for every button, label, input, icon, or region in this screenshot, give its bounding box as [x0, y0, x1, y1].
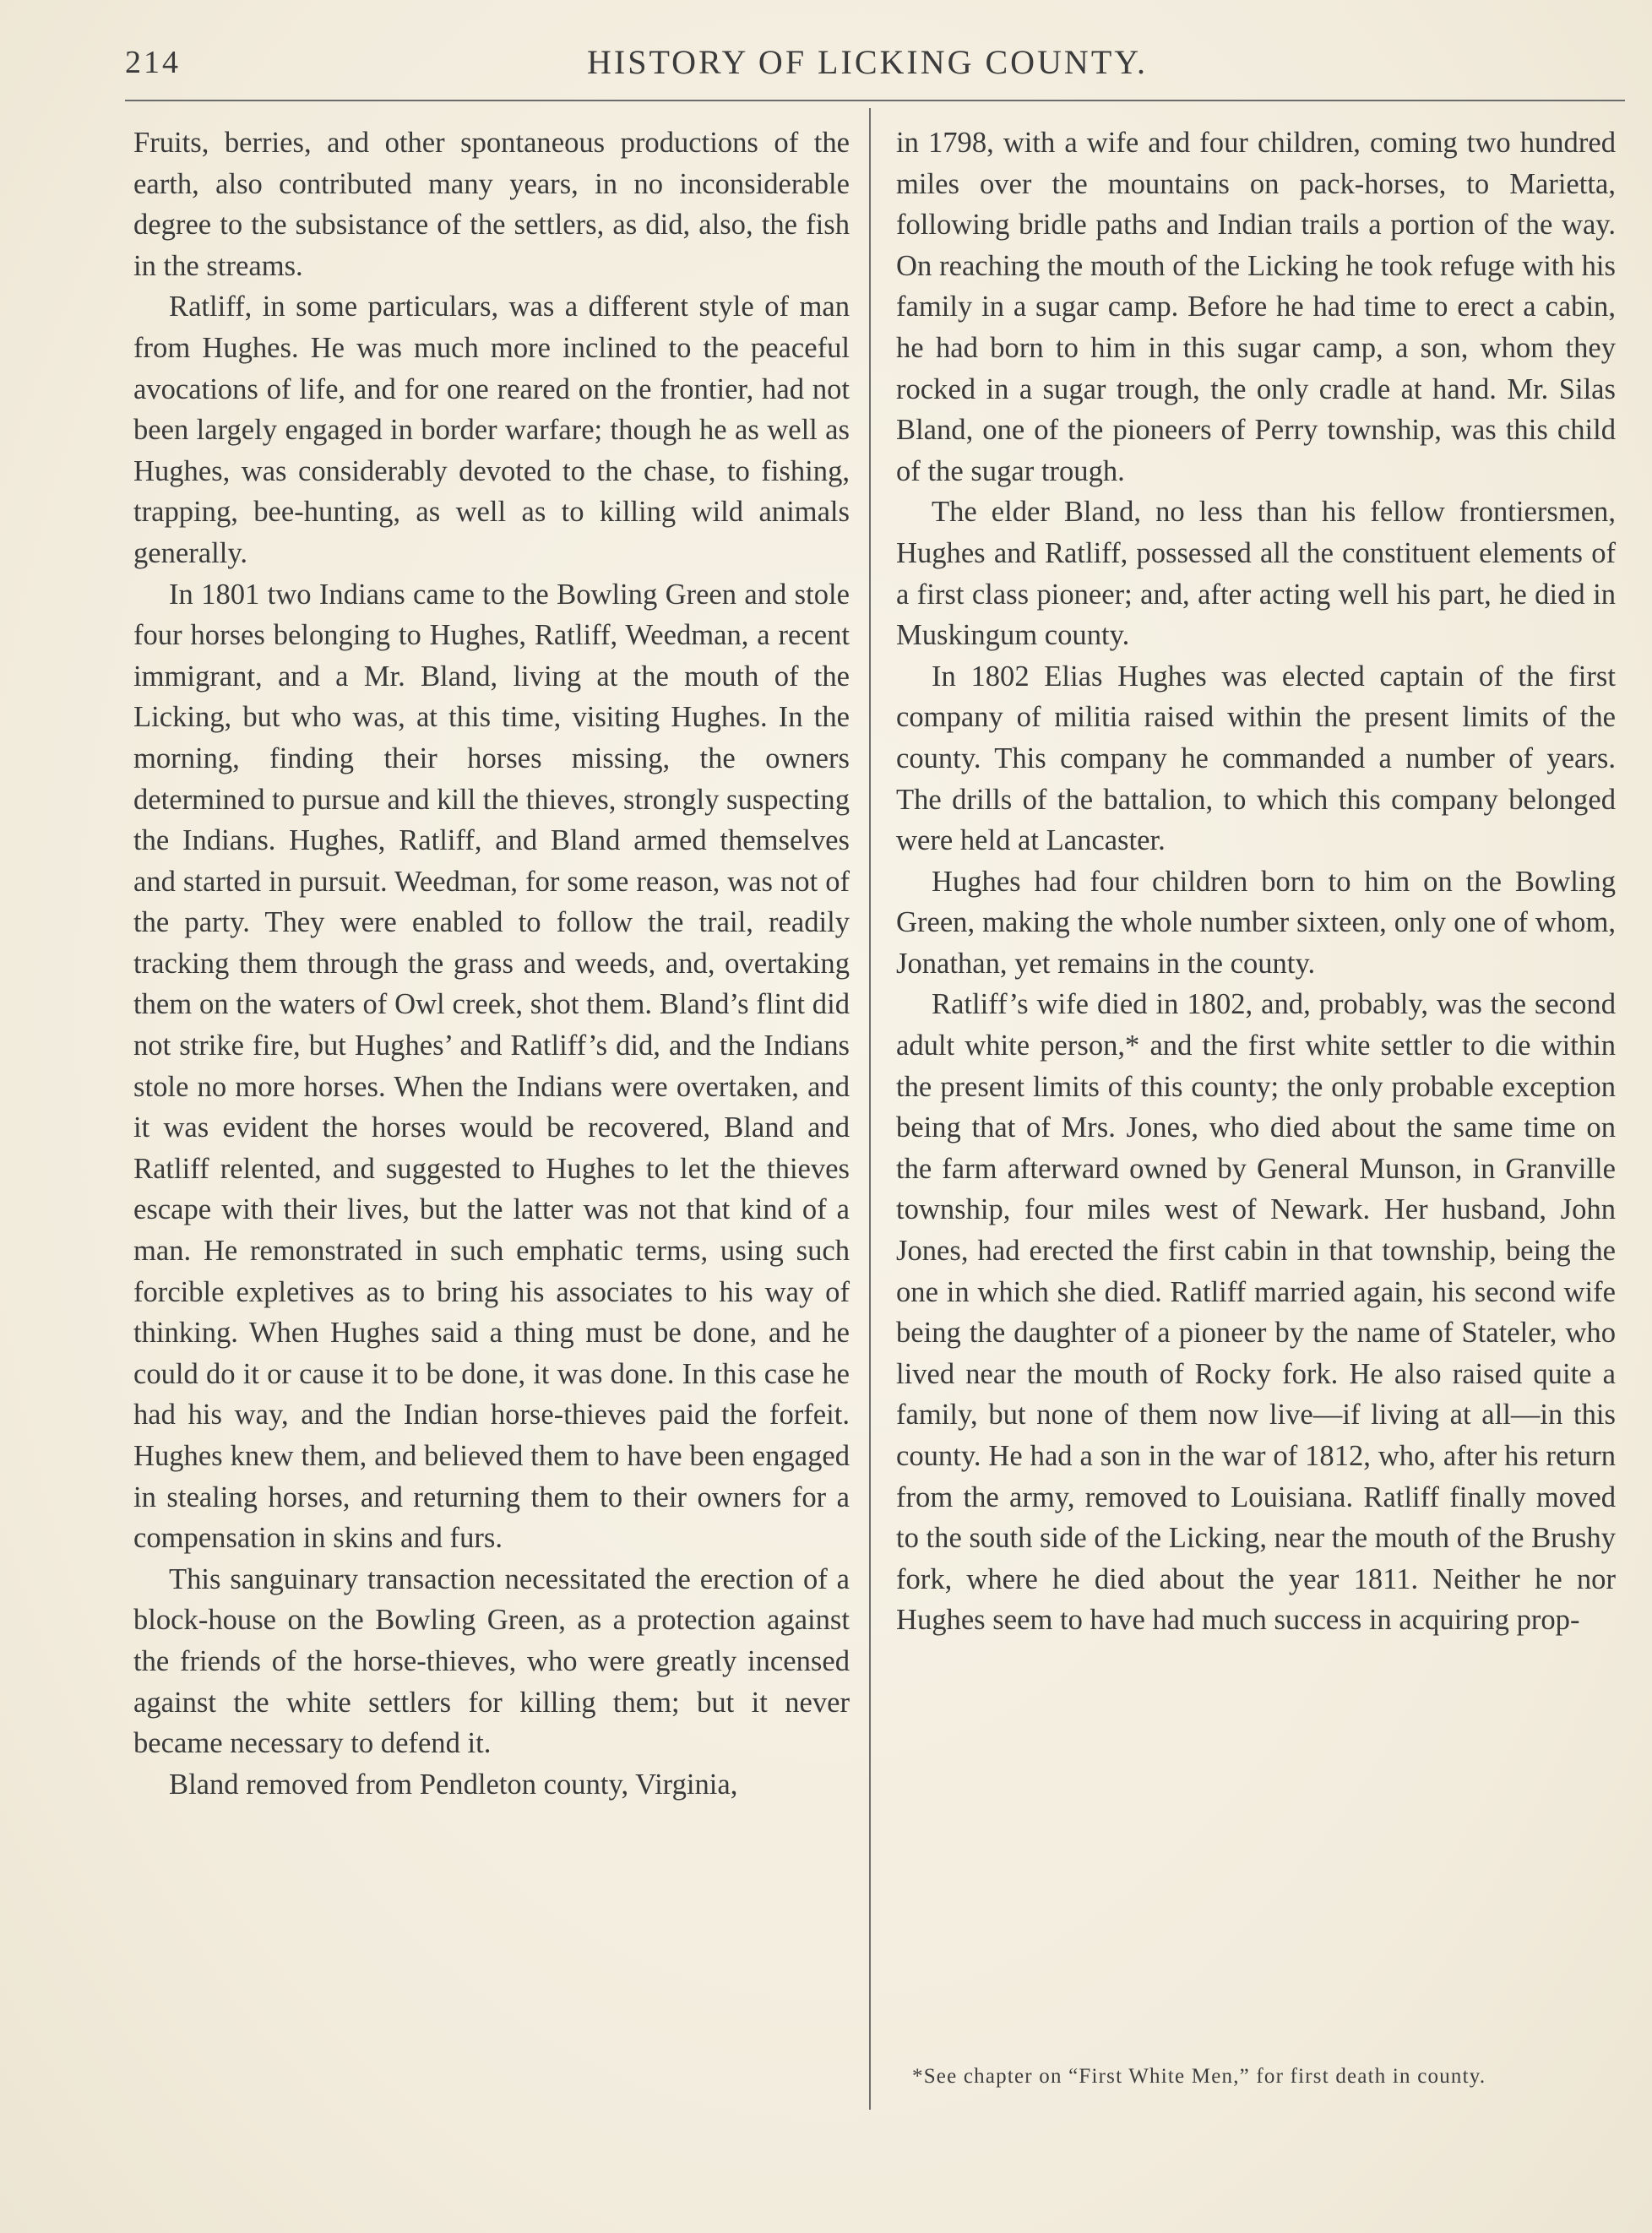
page-number: 214: [125, 45, 181, 80]
paragraph: Ratliff’s wife died in 1802, and, probably, was the second adult white person,* and the first white settler to die within the present limits of this county; the only probable exception being that of Mrs. Jones, who died about the same time on the farm afterward owned by General Munson, in Granville township, four miles west of Newark. Her husband, John Jones, had erected the first cabin in that township, being the one in which she died. Ratliff married again, his second wife being the daughter of a pioneer by the name of Stateler, who lived near the mouth of Rocky fork. He also raised quite a family, but none of them now live—if living at all—in this county. He had a son in the war of 1812, who, after his return from the army, removed to Louisiana. Ratliff finally moved to the south side of the Licking, near the mouth of the Brushy fork, where he died about the year 1811. Neither he nor Hughes seem to have had much success in acquiring prop-: [896, 988, 1616, 1637]
footnote: *See chapter on “First White Men,” for first death in county.: [912, 2065, 1486, 2088]
paragraph: Fruits, berries, and other spontaneous productions of the earth, also contributed many years, in no inconsiderable degree to the subsistance of the settlers, as did, also, the fish in the streams.: [133, 127, 850, 282]
running-title: HISTORY OF LICKING COUNTY.: [587, 43, 1148, 81]
paragraph: In 1801 two Indians came to the Bowling Green and stole four horses belonging to Hughes, Ratliff, Weedman, a recent immigrant, and a Mr. Bland, living at the mouth of the Licking, but who was, at this time, visiting Hughes. In the morning, finding their horses missing, the owners determined to pursue and kill the thieves, strongly suspecting the Indians. Hughes, Ratliff, and Bland armed themselves and started in pursuit. Weedman, for some reason, was not of the party. They were enabled to follow the trail, readily tracking them through the grass and weeds, and, overtaking them on the waters of Owl creek, shot them. Bland’s flint did not strike fire, but Hughes’ and Ratliff’s did, and the Indians stole no more horses. When the Indians were overtaken, and it was evident the horses would be recovered, Bland and Ratliff relented, and suggested to Hughes to let the thieves escape with their lives, but the latter was not that kind of a man. He remonstrated in such emphatic terms, using such forcible expletives as to bring his associates to his way of thinking. When Hughes said a thing must be done, and he could do it or cause it to be done, it was done. In this case he had his way, and the Indian horse-thieves paid the forfeit. Hughes knew them, and believed them to have been engaged in stealing horses, and returning them to their owners for a compensation in skins and furs.: [133, 578, 850, 1555]
paragraph: The elder Bland, no less than his fellow frontiersmen, Hughes and Ratliff, possessed all the constituent elements of a first class pioneer; and, after acting well his part, he died in Muskingum county.: [896, 496, 1616, 652]
left-column: [133, 122, 850, 1805]
paragraph: in 1798, with a wife and four children, coming two hundred miles over the mountains on pack-horses, to Marietta, following bridle paths and Indian trails a portion of the way. On reaching the mouth of the Licking he took refuge with his family in a sugar camp. Before he had time to erect a cabin, he had born to him in this sugar camp, a son, whom they rocked in a sugar trough, the only cradle at hand. Mr. Silas Bland, one of the pioneers of Perry township, was this child of the sugar trough.: [896, 127, 1616, 487]
paragraph: This sanguinary transaction necessitated the erection of a block-house on the Bowling Green, as a protection against the friends of the horse-thieves, who were greatly incensed against the white settlers for killing them; but it never became necessary to defend it.: [133, 1562, 850, 1760]
paragraph: In 1802 Elias Hughes was elected captain of the first company of militia raised within the present limits of the county. This company he commanded a number of years. The drills of the battalion, to which this company belonged were held at Lancaster.: [896, 660, 1616, 857]
column-divider: [869, 108, 871, 2110]
header-rule: [125, 100, 1625, 101]
paragraph: Bland removed from Pendleton county, Virginia,: [169, 1768, 738, 1801]
paragraph: Hughes had four children born to him on the Bowling Green, making the whole number sixteen, only one of whom, Jonathan, yet remains in the county.: [896, 865, 1616, 980]
paragraph: Ratliff, in some particulars, was a different style of man from Hughes. He was much more inclined to the peaceful avocations of life, and for one reared on the frontier, had not been largely engaged in border warfare; though he as well as Hughes, was considerably devoted to the chase, to fishing, trapping, bee-hunting, as well as to killing wild animals generally.: [133, 291, 850, 569]
right-column: [896, 122, 1616, 1641]
